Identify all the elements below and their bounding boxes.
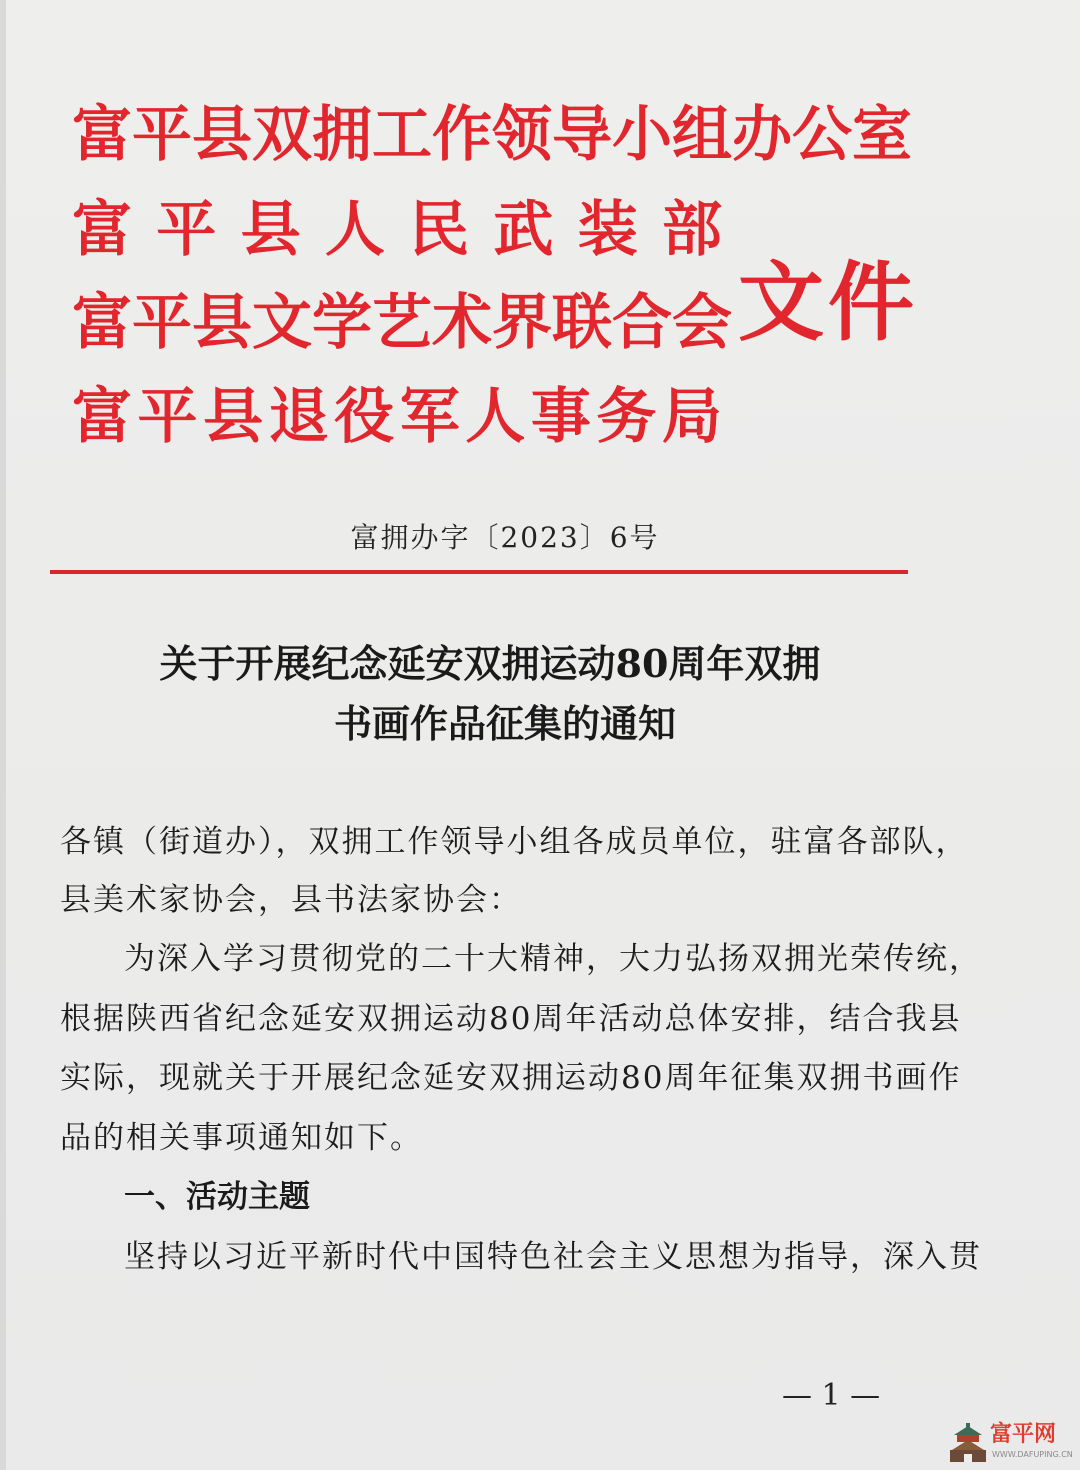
issuer-char: 术 (432, 288, 492, 358)
issuer-char: 富 (72, 382, 132, 452)
paragraph-line-3: 实际，现就关于开展纪念延安双拥运动80周年征集双拥书画作 (60, 1060, 962, 1096)
addressee-line-1: 各镇（街道办），双拥工作领导小组各成员单位，驻富各部队， (60, 824, 969, 860)
issuer-char: 县 (192, 288, 252, 358)
issuer-char: 学 (312, 288, 372, 358)
issuer-char: 导 (552, 100, 612, 170)
issuer-char: 平 (137, 382, 198, 452)
section-text-line-1: 坚持以习近平新时代中国特色社会主义思想为指导，深入贯 (124, 1239, 982, 1275)
issuer-char: 公 (792, 100, 852, 170)
issuer-char: 室 (852, 100, 912, 170)
issuer-line-4 (72, 377, 722, 457)
watermark-url: WWW.DAFUPING.CN (992, 1450, 1073, 1459)
watermark-text: 富平网 (990, 1422, 1057, 1447)
issuer-char: 县 (240, 195, 301, 265)
issuer-char: 平 (132, 100, 192, 170)
issuer-char: 会 (672, 288, 732, 358)
issuer-char: 艺 (372, 288, 432, 358)
issuer-line-3 (72, 283, 732, 363)
issuer-char: 平 (156, 195, 217, 265)
issuer-char: 民 (409, 195, 470, 265)
gate-tower-icon (948, 1422, 988, 1464)
issuer-char: 役 (334, 382, 395, 452)
issuer-char: 作 (432, 100, 492, 170)
section-heading: 一、活动主题 (124, 1179, 310, 1215)
issuer-char: 部 (661, 195, 722, 265)
issuer-char: 务 (596, 382, 657, 452)
document-suffix: 文件 (738, 252, 918, 353)
document-number: 富拥办字〔2023〕6号 (350, 521, 660, 554)
issuer-char: 县 (192, 100, 252, 170)
issuer-char: 拥 (312, 100, 372, 170)
issuer-char: 人 (465, 382, 526, 452)
issuer-char: 富 (72, 195, 132, 265)
issuer-line-2 (72, 190, 722, 270)
issuer-char: 小 (612, 100, 672, 170)
notice-title-line-2: 书画作品征集的通知 (333, 701, 676, 746)
addressee-line-2: 县美术家协会，县书法家协会： (60, 882, 522, 918)
red-divider (50, 570, 908, 574)
paragraph-line-1: 为深入学习贯彻党的二十大精神，大力弘扬双拥光荣传统， (124, 941, 982, 977)
issuer-char: 文 (252, 288, 312, 358)
issuer-char: 富 (72, 288, 132, 358)
issuer-char: 装 (577, 195, 638, 265)
issuer-line-1 (72, 95, 912, 175)
issuer-char: 退 (268, 382, 329, 452)
paragraph-line-2: 根据陕西省纪念延安双拥运动80周年活动总体安排，结合我县 (60, 1001, 962, 1037)
issuer-char: 组 (672, 100, 732, 170)
issuer-char: 事 (530, 382, 591, 452)
issuer-char: 军 (399, 382, 460, 452)
issuer-char: 平 (132, 288, 192, 358)
issuer-char: 武 (493, 195, 554, 265)
issuer-char: 办 (732, 100, 792, 170)
issuer-char: 工 (372, 100, 432, 170)
issuer-char: 界 (492, 288, 552, 358)
paragraph-line-4: 品的相关事项通知如下。 (60, 1120, 423, 1156)
notice-title-line-1: 关于开展纪念延安双拥运动80周年双拥 (159, 641, 821, 686)
site-watermark (948, 1420, 1080, 1470)
issuer-char: 人 (324, 195, 385, 265)
issuer-char: 富 (72, 100, 132, 170)
issuer-char: 合 (612, 288, 672, 358)
page-number: — 1 — (782, 1378, 881, 1413)
issuer-char: 联 (552, 288, 612, 358)
issuer-char: 局 (661, 382, 722, 452)
issuer-char: 县 (203, 382, 264, 452)
issuer-char: 双 (252, 100, 312, 170)
issuer-char: 领 (492, 100, 552, 170)
